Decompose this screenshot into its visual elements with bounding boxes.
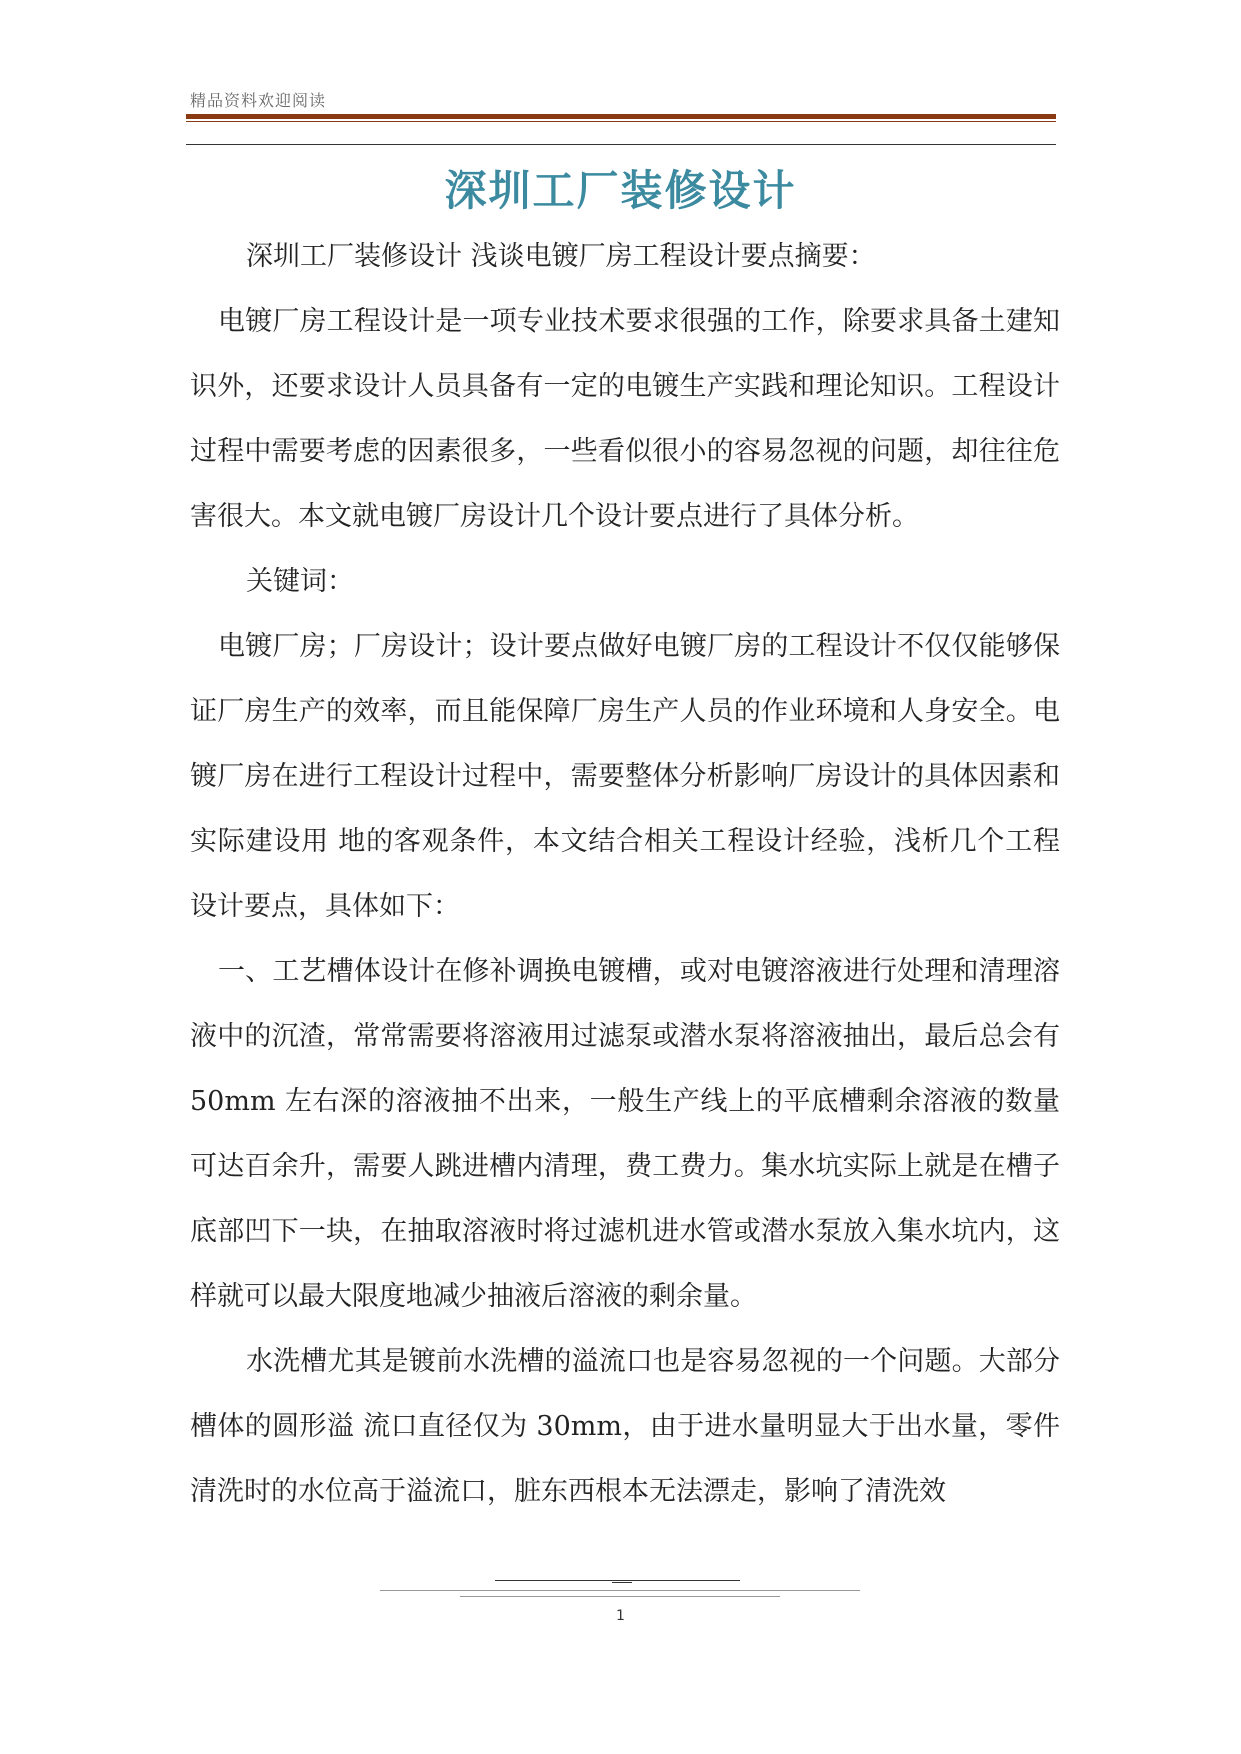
page-number: 1 <box>616 1608 625 1624</box>
paragraph-overflow: 水洗槽尤其是镀前水洗槽的溢流口也是容易忽视的一个问题。大部分槽体的圆形溢 流口直径仅为 30mm，由于进水量明显大于出水量，零件清洗时的水位高于溢流口，脏东西根本无法漂走，影响了清洗效 <box>190 1346 1060 1507</box>
document-title: 深圳工厂装修设计 <box>444 166 797 215</box>
paragraph-abstract: 电镀厂房工程设计是一项专业技术要求很强的工作，除要求具备土建知识外，还要求设计人员具备有一定的电镀生产实践和理论知识。工程设计过程中需要考虑的因素很多，一些看似很小的容易忽视的问题，却往往危害很大。本文就电镀厂房设计几个设计要点进行了具体分析。 <box>190 306 1060 532</box>
footer-line-outer <box>380 1590 860 1591</box>
footer-line-short <box>495 1580 740 1581</box>
footer-line-inner <box>460 1596 780 1597</box>
paragraph-section-1: 一、工艺槽体设计在修补调换电镀槽，或对电镀溶液进行处理和清理溶液中的沉渣，常常需要将溶液用过滤泵或潜水泵将溶液抽出，最后总会有 50mm 左右深的溶液抽不出来，一般生产线上的平底槽剩余溶液的数量可达百余升，需要人跳进槽内清理，费工费力。集水坑实际上就是在槽子底部凹下一块，在抽取溶液时将过滤机进水管或潜水泵放入集水坑内，这样就可以最大限度地减少抽液后溶液的剩余量。 <box>190 956 1060 1312</box>
paragraph-keywords: 电镀厂房；厂房设计；设计要点做好电镀厂房的工程设计不仅仅能够保证厂房生产的效率，而且能保障厂房生产人员的作业环境和人身安全。电镀厂房在进行工程设计过程中，需要整体分析影响厂房设计的具体因素和实际建设用 地的客观条件，本文结合相关工程设计经验，浅析几个工程设计要点，具体如下： <box>190 631 1060 922</box>
paragraph-keywords-label: 关键词： <box>246 566 354 597</box>
footer-dash <box>612 1582 632 1583</box>
header-rule-thin <box>186 121 1056 122</box>
running-header: 精品资料欢迎阅读 <box>190 91 327 110</box>
document-body <box>190 224 1060 1524</box>
paragraph-intro: 深圳工厂装修设计 浅谈电镀厂房工程设计要点摘要： <box>246 241 876 272</box>
header-rule-bottom <box>186 144 1056 145</box>
header-rule-thick <box>186 114 1056 119</box>
